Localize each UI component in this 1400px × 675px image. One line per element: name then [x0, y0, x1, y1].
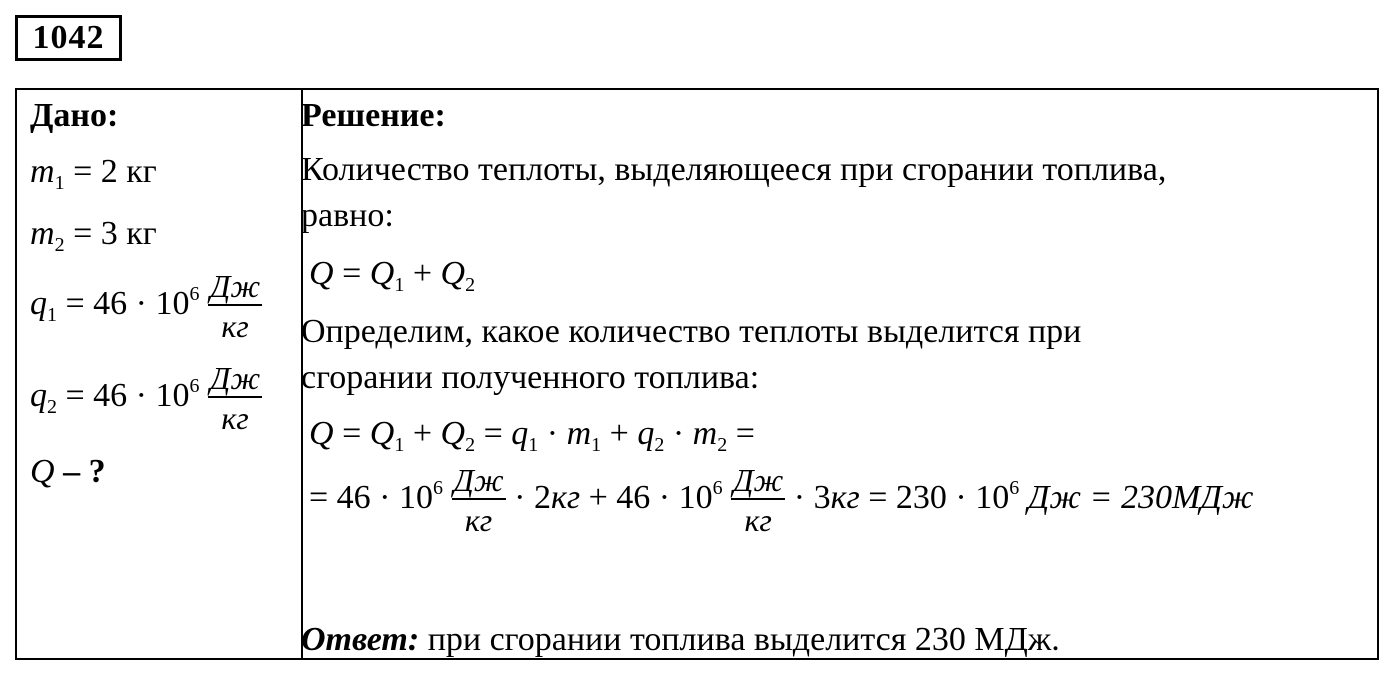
solution-para1-line1: Количество теплоты, выделяющееся при сгорании топлива,: [301, 151, 1167, 188]
equation-sum: $Q = Q_1 + Q_2$: [309, 255, 476, 296]
given-q2: $q_2 = 46 \cdot 10^6$ $\frac{Дж}{кг}$: [30, 360, 261, 436]
answer-line: [301, 620, 1060, 660]
given-find: Q – ?: [30, 453, 106, 490]
given-q1: $q_1 = 46 \cdot 10^6$ $\frac{Дж}{кг}$: [30, 268, 261, 344]
answer-label: Ответ:: [301, 621, 420, 658]
given-m1: $m_1 = 2$ кг: [30, 153, 157, 194]
problem-number: 1042: [15, 15, 122, 61]
answer-text: при сгорании топлива выделится 230 МДж.: [427, 621, 1060, 658]
given-m2: $m_2 = 3$ кг: [30, 215, 157, 256]
equation-result: = $46 \cdot 10^6$ $\frac{Дж}{кг}$ · $2кг + 46 \cdot 10^6$ $\frac{Дж}{кг}$ · $3кг = 230 \cdot 10^6$ Дж = 230МДж: [309, 462, 1254, 538]
solution-para2-line2: сгорании полученного топлива:: [301, 359, 760, 396]
solution-table: [15, 88, 1379, 660]
equation-expand: $Q = Q_1 + Q_2 = q_1 \cdot m_1 + q_2 \cdot m_2$ =: [309, 415, 755, 456]
solution-heading: Решение:: [301, 97, 446, 134]
solution-para1-line2: равно:: [301, 197, 394, 234]
given-heading: Дано:: [30, 97, 119, 134]
solution-para2-line1: Определим, какое количество теплоты выделится при: [301, 313, 1082, 350]
